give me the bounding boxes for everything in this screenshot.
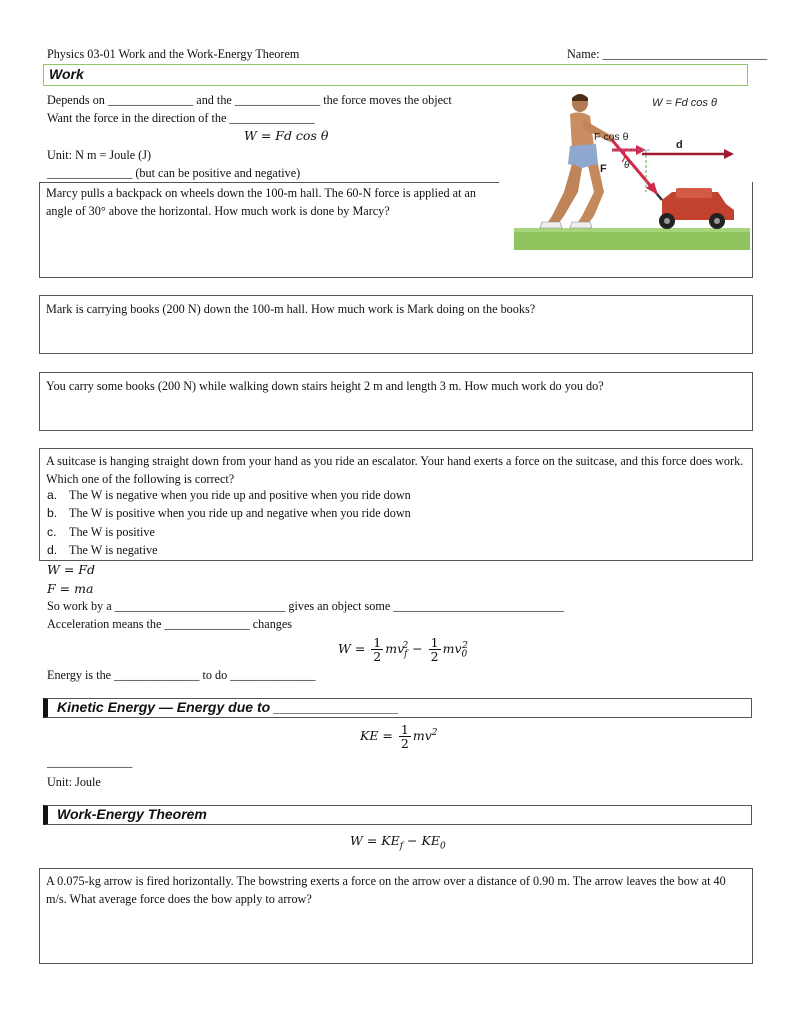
work-line-depends: Depends on ______________ and the ______________ the force moves the object bbox=[47, 93, 452, 107]
name-field-label: Name: ___________________________ bbox=[567, 47, 768, 61]
work-formula: W = Fd cos θ bbox=[244, 128, 329, 143]
work-line-sign: ______________ (but can be positive and negative) bbox=[47, 166, 301, 180]
equation-work-energy-theorem: $W = KE_f - KE_0$ bbox=[350, 833, 446, 852]
equation-work-ke-difference: W = $\frac{1}{2}$ $mv_f^2$ − $\frac{1}{2}$ $mv_0^2$ bbox=[338, 635, 468, 664]
choice-d[interactable]: d. The W is negative bbox=[47, 543, 158, 557]
kinetic-blank: ______________ bbox=[47, 755, 133, 769]
derivation-line-acceleration: Acceleration means the ______________ changes bbox=[47, 617, 293, 631]
worksheet-title: Physics 03-01 Work and the Work-Energy Theorem bbox=[47, 47, 300, 61]
kinetic-unit: Unit: Joule bbox=[47, 775, 101, 789]
work-line-direction: Want the force in the direction of the ______________ bbox=[47, 111, 315, 125]
figure-f-label: F bbox=[600, 163, 607, 175]
problem-box-arrow[interactable] bbox=[39, 868, 753, 964]
section-header-kinetic-energy bbox=[43, 698, 752, 718]
choice-b[interactable]: b. The W is positive when you ride up and negative when you ride down bbox=[47, 506, 411, 520]
section-heading: Work bbox=[49, 66, 84, 82]
figure-theta-label: θ bbox=[624, 160, 630, 171]
problem-box-stairs[interactable] bbox=[39, 372, 753, 431]
work-unit: Unit: N m = Joule (J) bbox=[47, 148, 152, 162]
equation-f-ma: F = ma bbox=[47, 581, 94, 596]
section-header-work bbox=[43, 64, 748, 86]
equation-w-fd: W = Fd bbox=[47, 562, 95, 577]
problem-box-marcy[interactable] bbox=[39, 182, 753, 278]
problem-text-suitcase: A suitcase is hanging straight down from your hand as you ride an escalator. Your hand exerts a force on the suitcase, and this force does work. Which one of the following is correct? bbox=[46, 454, 744, 486]
derivation-line-energy: Energy is the ______________ to do ______________ bbox=[47, 668, 316, 682]
section-header-work-energy-theorem bbox=[43, 805, 752, 825]
choice-c[interactable]: c. The W is positive bbox=[47, 525, 155, 539]
section-heading: Kinetic Energy — Energy due to ________________ bbox=[57, 699, 399, 715]
problem-text-marcy: Marcy pulls a backpack on wheels down the 100-m hall. The 60-N force is applied at an angle of 30° above the horizontal. How much work is done by Marcy? bbox=[46, 186, 476, 218]
problem-text-mark: Mark is carrying books (200 N) down the 100-m hall. How much work is Mark doing on the books? bbox=[46, 302, 536, 316]
equation-kinetic-energy: KE = $\frac{1}{2}$ $mv^2$ bbox=[360, 722, 438, 751]
figure-d-label: d bbox=[676, 139, 683, 151]
derivation-line-work-by: So work by a ____________________________ gives an object some ____________________________ bbox=[47, 599, 564, 613]
problem-text-stairs: You carry some books (200 N) while walking down stairs height 2 m and length 3 m. How much work do you do? bbox=[46, 379, 604, 393]
problem-box-mark[interactable] bbox=[39, 295, 753, 354]
choice-a[interactable]: a. The W is negative when you ride up and positive when you ride down bbox=[47, 488, 411, 502]
section-heading: Work-Energy Theorem bbox=[57, 806, 207, 822]
figure-formula-label: W = Fd cos θ bbox=[652, 97, 717, 109]
problem-text-arrow: A 0.075-kg arrow is fired horizontally. The bowstring exerts a force on the arrow over a distance of 0.90 m. The arrow leaves the bow at 40 m/s. What average force does the bow apply to arrow? bbox=[46, 874, 726, 906]
figure-fcos-label: F cos θ bbox=[594, 131, 629, 143]
